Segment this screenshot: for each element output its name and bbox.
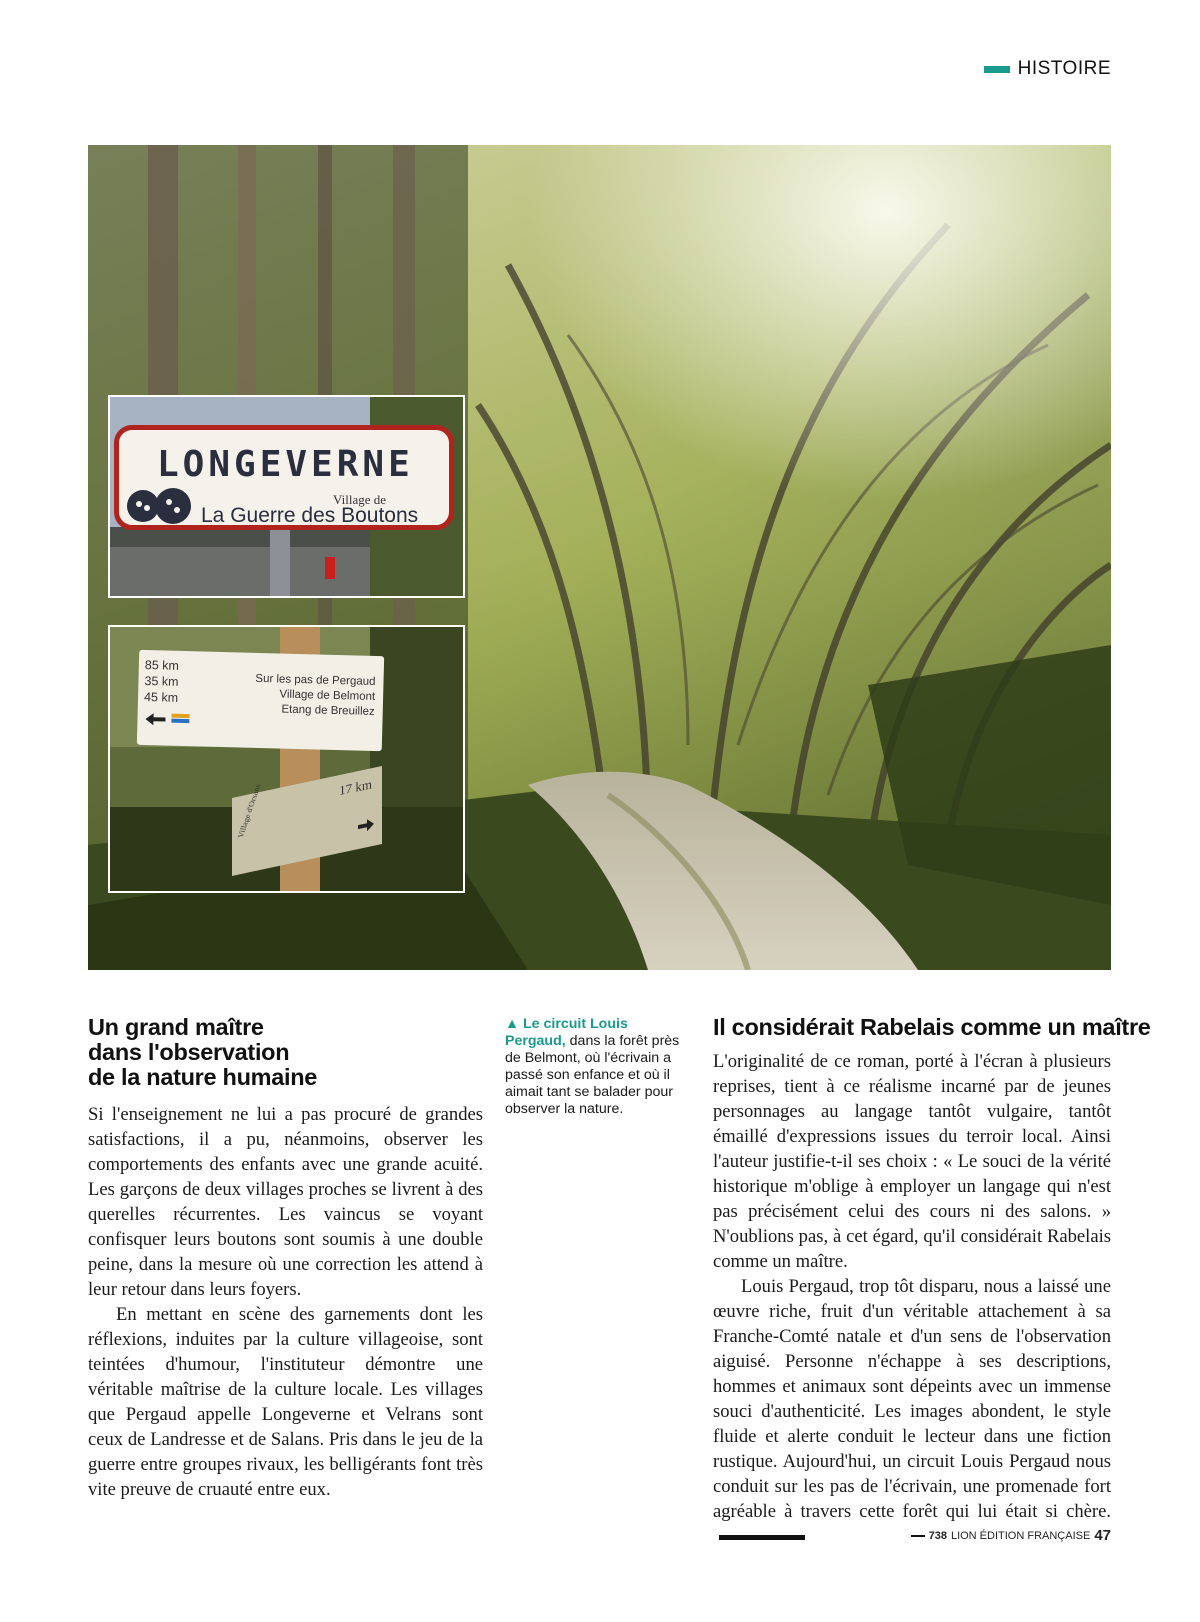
section-accent-bar [984,66,1010,73]
right-column-title: Il considérait Rabelais comme un maître [713,1014,1151,1040]
magazine-name: LION ÉDITION FRANÇAISE [950,1529,1091,1542]
issue-number: 738 [928,1529,947,1542]
sign-subtitle-small: Village de [333,492,387,507]
left-column-body [88,1102,483,1502]
section-header [984,58,1111,80]
paragraph: En mettant en scène des garnements dont les réflexions, induites par la culture villageoise, sont teintées d'humour, l'instituteur démontre une véritable maîtrise de la culture locale. Les villages que Pergaud appelle Longeverne et Velrans sont ceux de Landresse et de Salans. Pris dans le jeu de la guerre entre groupes rivaux, les belligérants font très vite preuve de cruauté entre eux. [88,1304,483,1500]
sign-distance: 45 km [143,689,179,705]
footer-rule [911,1535,925,1537]
photo-caption [505,1016,690,1118]
paragraph: Si l'enseignement ne lui a pas procuré de grandes satisfactions, il a pu, néanmoins, observer les comportements des enfants avec une grande acuité. Les garçons de deux villages proches se livrent à des querelles récurrentes. Les vaincus se voyant confisquer leurs boutons sont soumis à une double peine, dans la mesure où une correction les attend à leur retour dans leurs foyers. [88,1104,483,1300]
right-arrow-icon [358,818,374,833]
page-footer [911,1527,1111,1544]
sign-line: Etang de Breuillez [281,703,375,718]
caption-lead: Le circuit Louis Pergaud, [505,1016,628,1049]
caption-text: dans la forêt près de Belmont, où l'écrivain a passé son enfance et où il aimait tant se balader pour observer la nature. [505,1033,680,1117]
longeverne-sign [114,425,454,530]
paragraph: L'originalité de ce roman, porté à l'écran à plusieurs reprises, tient à ce réalisme incarné par de jeunes personnages au langage tantôt vulgaire, tantôt émaillé d'expressions issues du terroir local. Ainsi l'auteur justifie-t-il ses choix : « Le souci de la vérité historique m'oblige à employer un langage qui n'est pas précisément celui des cours ni des salons. » N'oublions pas, à cet égard, qu'il considérait Rabelais comme un maître. [713,1051,1111,1272]
page-number: 47 [1094,1527,1111,1544]
sign-subtitle: La Guerre des Boutons [201,504,419,527]
sign-distance: 35 km [144,673,179,689]
sign-title: LONGEVERNE [157,444,414,485]
caption-marker: ▲ [505,1016,520,1032]
longeverne-sign-photo [108,395,465,598]
left-column-title: Un grand maître dans l'observation de la nature humaine [88,1014,318,1090]
sign-line: Village d'Orsans [236,783,263,839]
right-column-body [713,1049,1111,1549]
trail-signpost-photo [108,625,465,893]
paragraph: Louis Pergaud, trop tôt disparu, nous a laissé une œuvre riche, fruit d'un véritable attachement à sa Franche-Comté natale et d'un sens de l'observation aiguisé. Personne n'échappe à ses descriptions, hommes et animaux sont dépeints avec un immense souci d'authenticité. Les images abondent, le style fluide et alerte conduit le lecteur dans une fiction rustique. Aujourd'hui, un circuit Louis Pergaud nous conduit sur les pas de l'écrivain, une promenade fort agréable à travers cette forêt qui lui était si chère. [713,1274,1111,1549]
article-end-mark [719,1535,805,1540]
section-label: HISTOIRE [1017,58,1111,79]
sign-line: Village de Belmont [279,688,376,703]
sign-distance: 85 km [144,657,180,673]
buttons-logo-icon [125,484,197,526]
sign-distance: 17 km [339,776,372,799]
sign-line: Sur les pas de Pergaud [255,672,376,689]
left-arrow-icon [145,712,189,727]
pergaud-trail-sign [137,650,384,751]
